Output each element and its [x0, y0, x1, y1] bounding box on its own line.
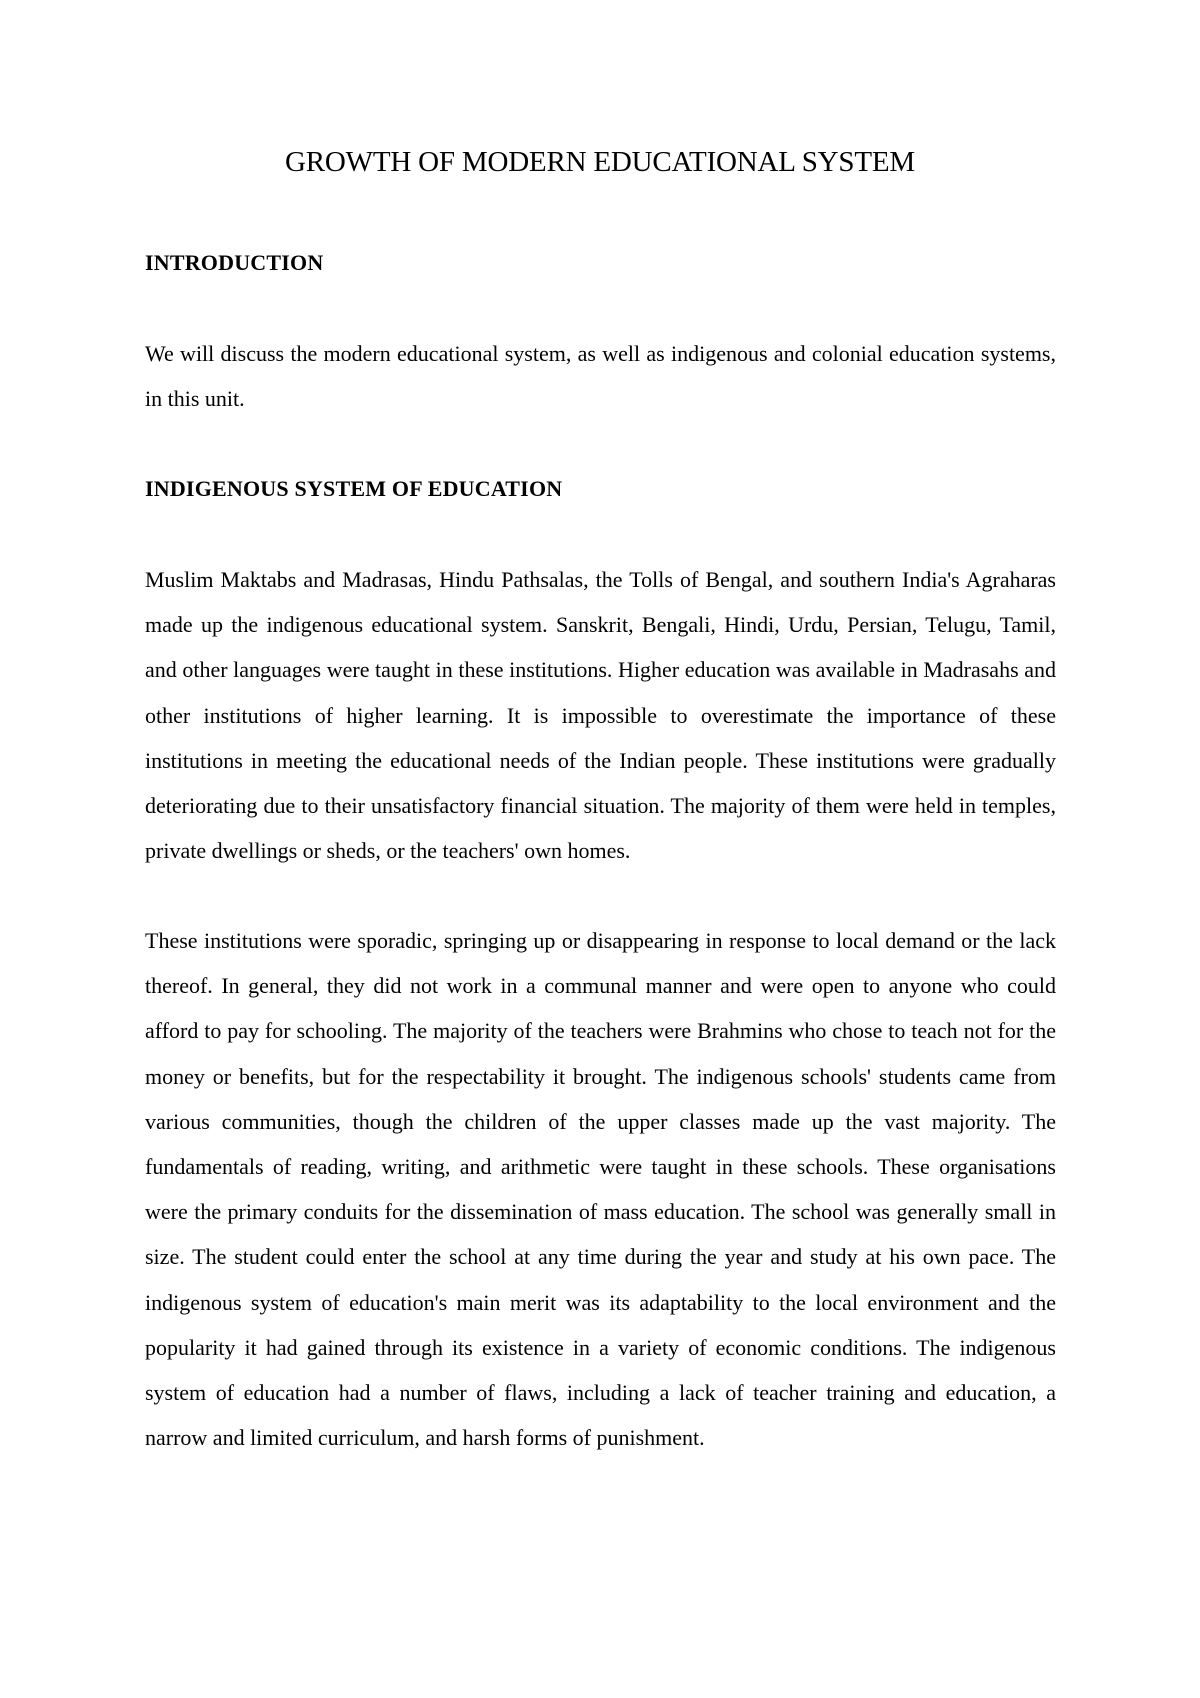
introduction-paragraph: We will discuss the modern educational system, as well as indigenous and colonial education systems, in this unit. [145, 341, 1056, 412]
section-heading-indigenous-system: INDIGENOUS SYSTEM OF EDUCATION [145, 476, 563, 501]
indigenous-paragraph-1: Muslim Maktabs and Madrasas, Hindu Pathsalas, the Tolls of Bengal, and southern India's Agraharas made up the indigenous educational system. Sanskrit, Bengali, Hindi, Urdu, Persian, Telugu, Tamil, and other languages were taught in these institutions. Higher education was available in Madrasahs and other institutions of higher learning. It is impossible to overestimate the importance of these institutions in meeting the educational needs of the Indian people. These institutions were gradually deteriorating due to their unsatisfactory financial situation. The majority of them were held in temples, private dwellings or sheds, or the teachers' own homes. [145, 567, 1056, 864]
document-title: GROWTH OF MODERN EDUCATIONAL SYSTEM [285, 146, 915, 178]
indigenous-paragraph-2: These institutions were sporadic, springing up or disappearing in response to local demand or the lack thereof. In general, they did not work in a communal manner and were open to anyone who could afford to pay for schooling. The majority of the teachers were Brahmins who chose to teach not for the money or benefits, but for the respectability it brought. The indigenous schools' students came from various communities, though the children of the upper classes made up the vast majority. The fundamentals of reading, writing, and arithmetic were taught in these schools. These organisations were the primary conduits for the dissemination of mass education. The school was generally small in size. The student could enter the school at any time during the year and study at his own pace. The indigenous system of education's main merit was its adaptability to the local environment and the popularity it had gained through its existence in a variety of economic conditions. The indigenous system of education had a number of flaws, including a lack of teacher training and education, a narrow and limited curriculum, and harsh forms of punishment. [145, 928, 1056, 1451]
section-heading-introduction: INTRODUCTION [145, 250, 324, 275]
